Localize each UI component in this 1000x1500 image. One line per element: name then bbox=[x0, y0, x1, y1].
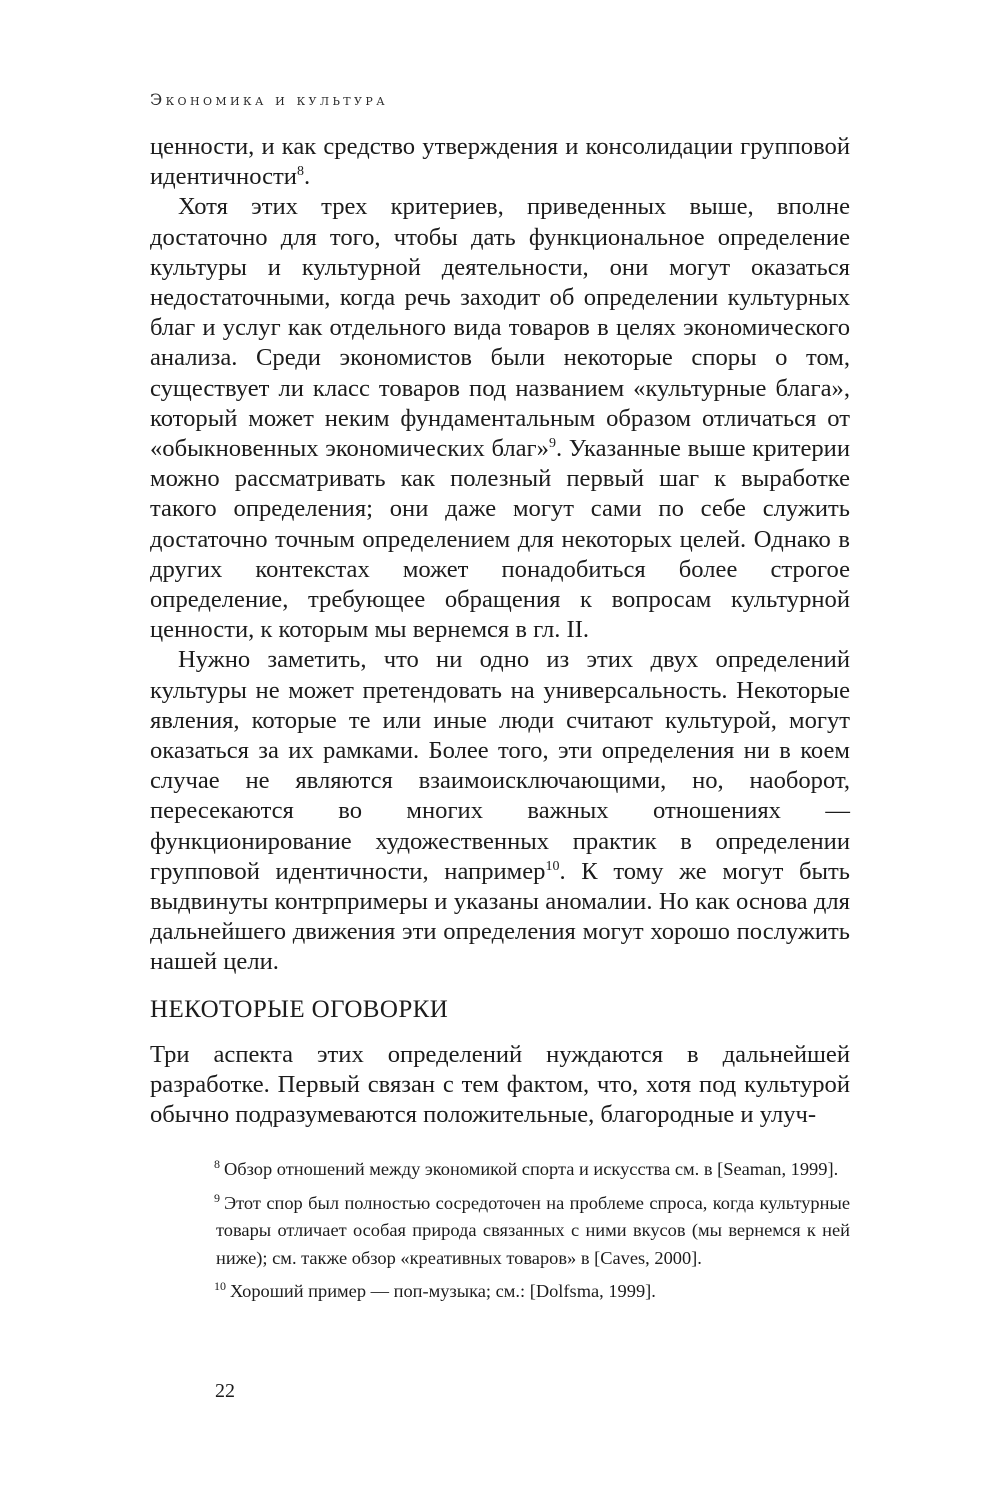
footnote-number: 10 bbox=[214, 1279, 226, 1293]
paragraph-text: Нужно заметить, что ни одно из этих двух определений культуры не может претендовать на универсальность. Некоторые явления, которые те или иные люди считают культурой, могут оказаться за их рамками. Более того, эти определения ни в коем случае не являются взаимоисключающими, но, наоборот, пересекаются во многих важных отношениях — функционирование художественных практик в определении групповой идентичности, например bbox=[150, 646, 850, 885]
body-text bbox=[150, 132, 850, 978]
paragraph-text-continued: . Указанные выше критерии можно рассматривать как полезный первый шаг к выработке такого определения; они даже могут сами по себе служить достаточно точным определением для некоторых целей. Однако в других контекстах может понадобиться более строгое определение, требующее обращения к вопросам культурной ценности, к которым мы вернемся в гл. II. bbox=[150, 435, 850, 644]
footnote bbox=[216, 1278, 850, 1306]
footnote-text: Этот спор был полностью сосредоточен на проблеме спроса, когда культурные товары отличает особая природа связанных с ними вкусов (мы вернемся к ней ниже); см. также обзор «креативных товаров» в [Caves, 2000]. bbox=[216, 1192, 850, 1268]
footnote bbox=[216, 1156, 850, 1184]
footnote-text: Обзор отношений между экономикой спорта и искусства см. в [Seaman, 1999]. bbox=[224, 1159, 839, 1179]
footnote-ref: 10 bbox=[545, 858, 560, 874]
footnote bbox=[216, 1190, 850, 1273]
page-number: 22 bbox=[215, 1380, 235, 1402]
paragraph: Три аспекта этих определений нуждаются в дальнейшей разработке. Первый связан с тем фактом, что, хотя под культурой обычно подразумеваются положительные, благородные и улуч- bbox=[150, 1041, 850, 1129]
footnotes bbox=[216, 1156, 850, 1312]
section-body bbox=[150, 1040, 850, 1131]
section-title: НЕКОТОРЫЕ ОГОВОРКИ bbox=[150, 996, 449, 1023]
paragraph-text: ценности, и как средство утверждения и консолидации групповой идентичности bbox=[150, 133, 850, 191]
footnote-text: Хороший пример — поп-музыка; см.: [Dolfsma, 1999]. bbox=[230, 1281, 656, 1301]
footnote-number: 8 bbox=[214, 1157, 220, 1171]
paragraph bbox=[150, 645, 850, 977]
footnote-number: 9 bbox=[214, 1190, 220, 1205]
paragraph bbox=[150, 132, 850, 192]
paragraph bbox=[150, 192, 850, 645]
running-head: Экономика и культура bbox=[150, 90, 388, 109]
footnote-ref: 8 bbox=[296, 164, 304, 180]
paragraph-text-continued: . К тому же могут быть выдвинуты контрпримеры и указаны аномалии. Но как основа для дальнейшего движения эти определения могут хорошо послужить нашей цели. bbox=[150, 857, 850, 976]
paragraph-text: Хотя этих трех критериев, приведенных выше, вполне достаточно для того, чтобы дать функциональное определение культуры и культурной деятельности, они могут оказаться недостаточными, когда речь заходит об определении культурных благ и услуг как отдельного вида товаров в целях экономического анализа. Среди экономистов были некоторые споры о том, существует ли класс товаров под названием «культурные блага», который может неким фундаментальным образом отличаться от «обыкновенных экономических благ» bbox=[150, 193, 850, 463]
paragraph-text-continued: . bbox=[303, 163, 311, 191]
footnote-ref: 9 bbox=[548, 436, 556, 452]
